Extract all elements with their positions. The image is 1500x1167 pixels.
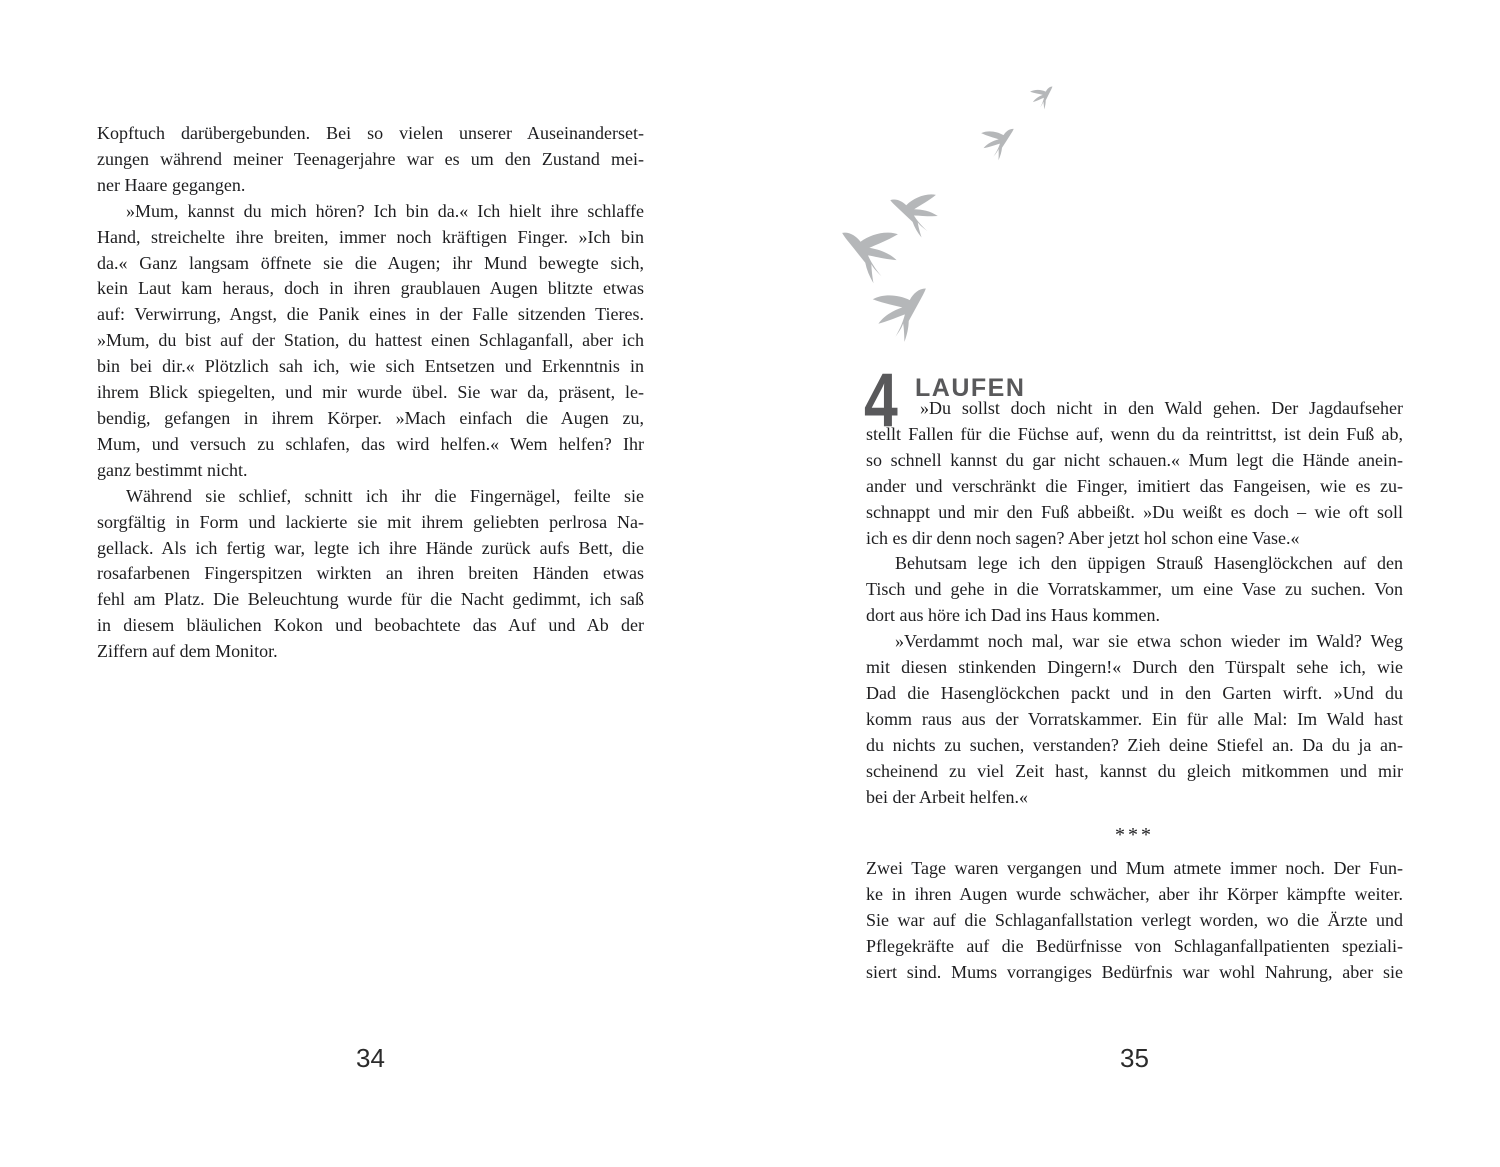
text-line: »Du sollst doch nicht in den Wald gehen. Der Jagdaufseher [920, 398, 1403, 418]
text-line: ander und verschränkt die Finger, imitiert das Fangeisen, wie es zu- [866, 475, 1403, 496]
text-line: »Mum, kannst du mich hören? Ich bin da.« Ich hielt ihre schlaffe [126, 200, 644, 221]
chapter-title: LAUFEN [915, 374, 1026, 402]
text-line: du nichts zu suchen, verstanden? Zieh deine Stiefel an. Da du ja an- [866, 734, 1403, 755]
text-line: dort aus höre ich Dad ins Haus kommen. [866, 605, 1160, 626]
text-line: Behutsam lege ich den üppigen Strauß Hasenglöckchen auf den [895, 553, 1403, 574]
text-line: ner Haare gegangen. [97, 174, 246, 195]
text-line: bin bei dir.« Plötzlich sah ich, wie sich Entsetzen und Erkenntnis in [97, 356, 644, 377]
scene-separator: *** [1115, 824, 1154, 846]
text-line: so schnell kannst du gar nicht schauen.« Mum legt die Hände anein- [866, 449, 1403, 470]
text-line: Kopftuch darübergebunden. Bei so vielen unserer Auseinanderset- [97, 123, 644, 143]
text-line: scheinend zu viel Zeit hast, kannst du gleich mitkommen und mir [866, 760, 1403, 781]
swallow-icon [890, 194, 941, 242]
swallow-icon [1030, 86, 1057, 111]
text-line: bei der Arbeit helfen.« [866, 786, 1028, 807]
page-number-right: 35 [1120, 1043, 1149, 1073]
text-line: da.« Ganz langsam öffnete sie die Augen; ihr Mund bewegte sich, [97, 252, 644, 273]
right-page-text-block-2 [866, 856, 1403, 986]
text-line: ihrem Blick spiegelten, und mir wurde übel. Sie war da, präsent, le- [97, 382, 644, 403]
right-page-text-block-1 [866, 396, 1403, 811]
text-line: Mum, und versuch zu schlafen, das wird helfen.« Wem helfen? Ihr [97, 433, 644, 454]
text-line: Tisch und gehe in die Vorratskammer, um eine Vase zu suchen. Von [866, 579, 1403, 600]
swallow-icon [981, 129, 1017, 162]
text-line: sorgfältig in Form und lackierte sie mit ihrem geliebten perlrosa Na- [97, 511, 644, 532]
text-line: Sie war auf die Schlaganfallstation verlegt worden, wo die Ärzte und [866, 909, 1403, 930]
text-line: rosafarbenen Fingerspitzen wirkten an ihren breiten Händen etwas [97, 563, 644, 584]
text-line: schnappt und mir den Fuß abbeißt. »Du weißt es doch – wie oft soll [866, 501, 1403, 522]
swallow-icon [842, 233, 898, 284]
text-line: ganz bestimmt nicht. [97, 459, 248, 480]
text-line: fehl am Platz. Die Beleuchtung wurde für die Nacht gedimmt, ich saß [97, 589, 644, 610]
text-line: Zwei Tage waren vergangen und Mum atmete immer noch. Der Fun- [866, 858, 1403, 878]
chapter-number: 4 [864, 358, 898, 443]
text-line: Ziffern auf dem Monitor. [97, 641, 278, 662]
text-line: ich es dir denn noch sagen? Aber jetzt hol schon eine Vase.« [866, 527, 1300, 548]
text-line: Hand, streichelte ihre breiten, immer noch kräftigen Finger. »Ich bin [97, 226, 644, 247]
text-line: auf: Verwirrung, Angst, die Panik eines in der Falle sitzenden Tieres. [97, 304, 644, 325]
left-page-text [97, 121, 644, 665]
swallow-icon [872, 288, 934, 346]
text-line: ke in ihren Augen wurde schwächer, aber ihr Körper kämpfte weiter. [866, 883, 1403, 904]
swallow-flock-illustration [820, 70, 1080, 370]
text-line: Pflegekräfte auf die Bedürfnisse von Schlaganfallpatienten speziali- [866, 935, 1403, 956]
text-line: kein Laut kam heraus, doch in ihren graublauen Augen blitzte etwas [97, 278, 644, 299]
text-line: »Mum, du bist auf der Station, du hattest einen Schlaganfall, aber ich [97, 330, 644, 351]
text-line: Während sie schlief, schnitt ich ihr die Fingernägel, feilte sie [126, 485, 644, 506]
text-line: komm raus aus der Vorratskammer. Ein für alle Mal: Im Wald hast [866, 708, 1403, 729]
text-line: gellack. Als ich fertig war, legte ich ihre Hände zurück aufs Bett, die [97, 537, 644, 558]
page-number-left: 34 [356, 1043, 385, 1073]
text-line: Dad die Hasenglöckchen packt und in den Garten wirft. »Und du [866, 682, 1403, 703]
text-line: »Verdammt noch mal, war sie etwa schon wieder im Wald? Weg [895, 631, 1403, 652]
text-line: siert sind. Mums vorrangiges Bedürfnis war wohl Nahrung, aber sie [866, 961, 1403, 982]
text-line: bendig, gefangen in ihrem Körper. »Mach einfach die Augen zu, [97, 407, 644, 428]
text-line: in diesem bläulichen Kokon und beobachtete das Auf und Ab der [97, 615, 644, 636]
text-line: stellt Fallen für die Füchse auf, wenn du da reintrittst, ist dein Fuß ab, [866, 423, 1403, 444]
text-line: zungen während meiner Teenagerjahre war es um den Zustand mei- [97, 148, 644, 169]
text-line: mit diesen stinkenden Dingern!« Durch den Türspalt sehe ich, wie [866, 657, 1403, 678]
